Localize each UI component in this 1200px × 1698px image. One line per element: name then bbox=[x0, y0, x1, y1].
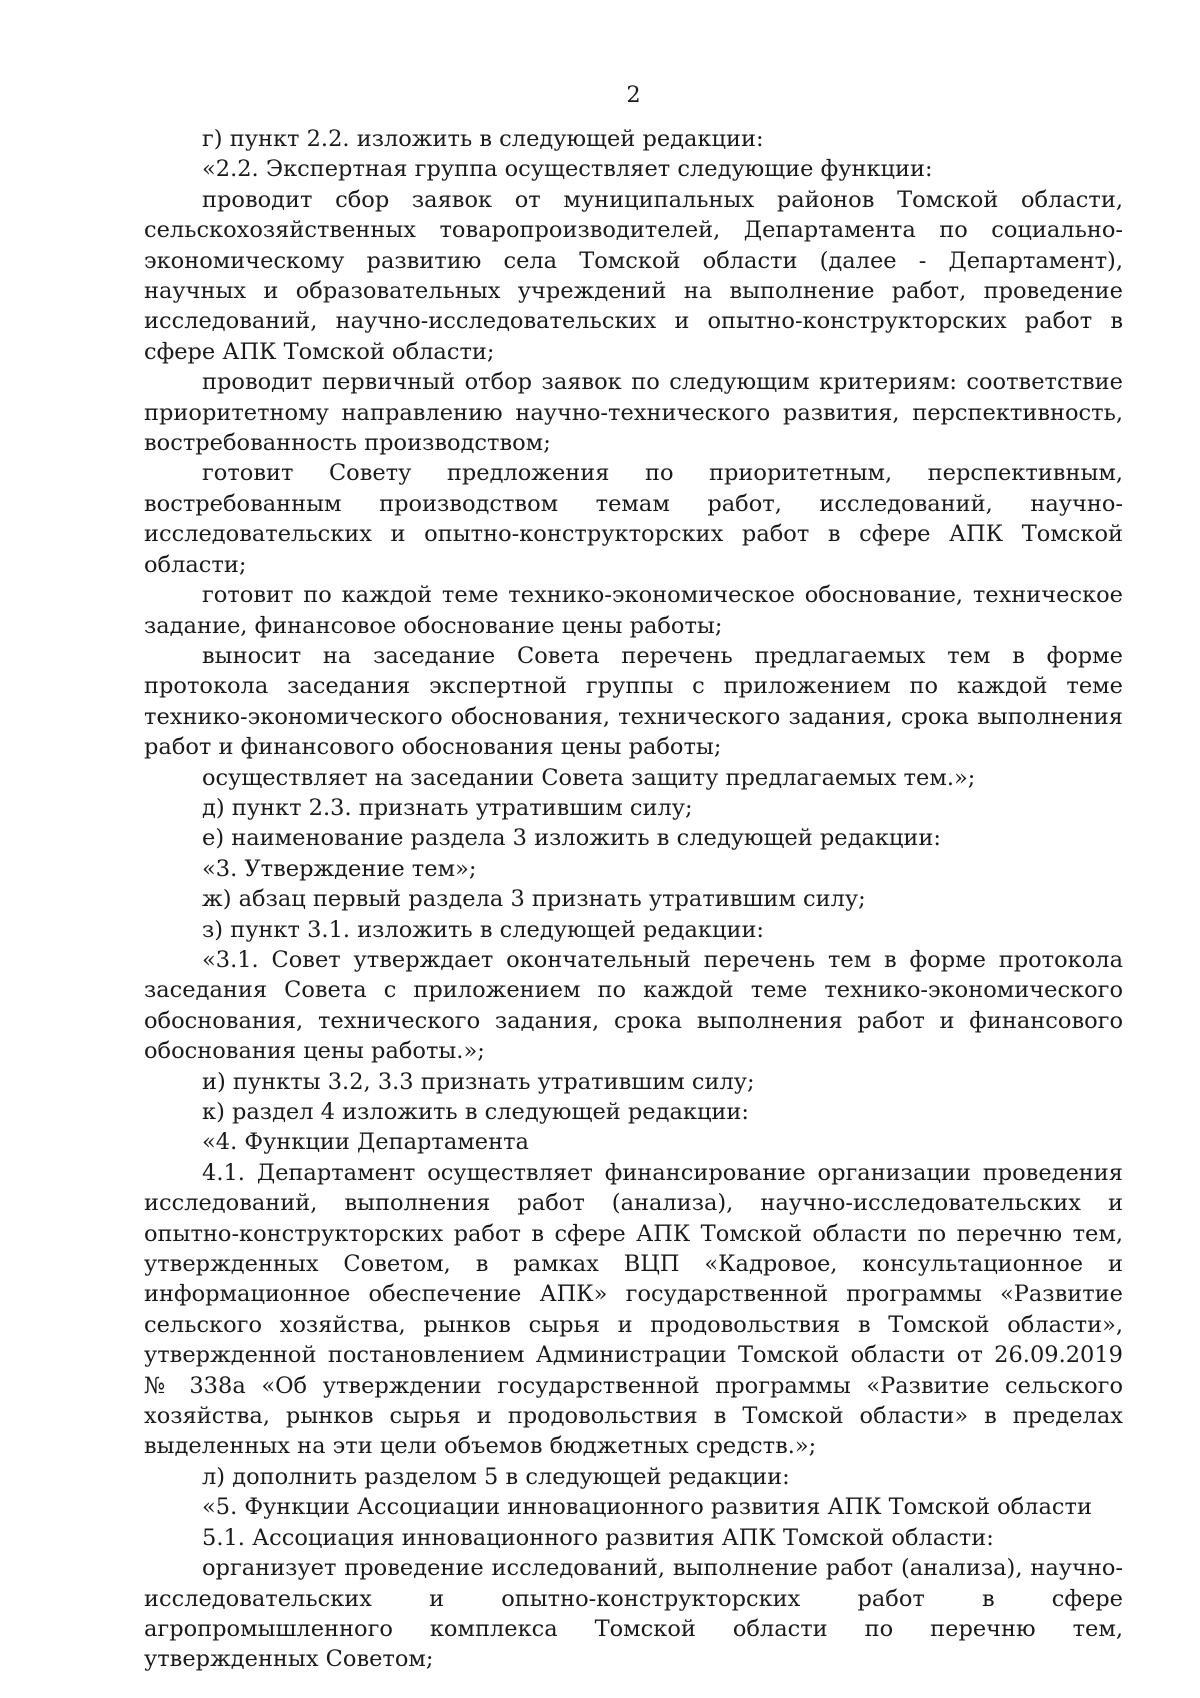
document-page bbox=[144, 80, 1123, 1675]
paragraph-defend-topics: осуществляет на заседании Совета защиту предлагаемых тем.»; bbox=[202, 764, 976, 791]
paragraph-zh: ж) абзац первый раздела 3 признать утратившим силу; bbox=[202, 886, 866, 913]
paragraph-primary-selection: проводит первичный отбор заявок по следующим критериям: соответствие приоритетному направлению научно-технического развития, перспективность, востребованность производством; bbox=[144, 369, 1123, 457]
paragraph-prepare-proposals: готовит Совету предложения по приоритетным, перспективным, востребованным производством темам работ, исследований, научно-исследовательских и опытно-конструкторских работ в сфере АПК Томской области; bbox=[144, 460, 1123, 578]
paragraph-k: к) раздел 4 изложить в следующей редакции: bbox=[202, 1099, 749, 1125]
paragraph-z: з) пункт 3.1. изложить в следующей редакции: bbox=[202, 916, 765, 943]
paragraph-e: е) наименование раздела 3 изложить в следующей редакции: bbox=[202, 825, 941, 852]
paragraph-d: д) пункт 2.3. признать утратившим силу; bbox=[202, 794, 693, 821]
paragraph-organizes-research: организует проведение исследований, выполнение работ (анализа), научно-исследовательских и опытно-конструкторских работ в сфере агропромышленного комплекса Томской области по перечню тем, утвержденных Советом; bbox=[144, 1555, 1123, 1673]
paragraph-collect-applications: проводит сбор заявок от муниципальных районов Томской области, сельскохозяйственных товаропроизводителей, Департамента по социально-экономическому развитию села Томской области (далее - Департамент), научных и образовательных учреждений на выполнение работ, проведение исследований, научно-исследовательских и опытно-конструкторских работ в сфере АПК Томской области; bbox=[144, 186, 1123, 365]
paragraph-2-2-title: «2.2. Экспертная группа осуществляет следующие функции: bbox=[202, 156, 933, 183]
paragraph-section-4-title: «4. Функции Департамента bbox=[202, 1129, 529, 1156]
page-number: 2 bbox=[626, 82, 641, 108]
paragraph-section-5-title: «5. Функции Ассоциации инновационного развития АПК Томской области bbox=[202, 1494, 1092, 1521]
paragraph-section-3-title: «3. Утверждение тем»; bbox=[202, 855, 477, 882]
paragraph-prepare-justification: готовит по каждой теме технико-экономическое обоснование, техническое задание, финансовое обоснование цены работы; bbox=[144, 582, 1123, 639]
paragraph-l: л) дополнить разделом 5 в следующей редакции: bbox=[202, 1463, 790, 1490]
paragraph-3-1: «3.1. Совет утверждает окончательный перечень тем в форме протокола заседания Совета с приложением по каждой теме технико-экономического обоснования, технического задания, срока выполнения работ и финансового обоснования цены работы.»; bbox=[144, 946, 1123, 1065]
paragraph-i: и) пункты 3.2, 3.3 признать утратившим силу; bbox=[202, 1068, 755, 1095]
paragraph-g: г) пункт 2.2. изложить в следующей редакции: bbox=[202, 126, 764, 152]
paragraph-5-1: 5.1. Ассоциация инновационного развития АПК Томской области: bbox=[202, 1524, 994, 1551]
paragraph-4-1: 4.1. Департамент осуществляет финансирование организации проведения исследований, выполнения работ (анализа), научно-исследовательских и опытно-конструкторских работ в сфере АПК Томской области по перечню тем, утвержденных Советом, в рамках ВЦП «Кадровое, консультационное и информационное обеспечение АПК» государственной программы «Развитие сельского хозяйства, рынков сырья и продовольствия в Томской области», утвержденной постановлением Администрации Томской области от 26.09.2019 № 338а «Об утверждении государственной программы «Развитие сельского хозяйства, рынков сырья и продовольствия в Томской области» в пределах выделенных на эти цели объемов бюджетных средств.»; bbox=[144, 1159, 1123, 1460]
paragraph-submit-list: выносит на заседание Совета перечень предлагаемых тем в форме протокола заседания экспертной группы с приложением по каждой теме технико-экономического обоснования, технического задания, срока выполнения работ и финансового обоснования цены работы; bbox=[144, 642, 1123, 761]
